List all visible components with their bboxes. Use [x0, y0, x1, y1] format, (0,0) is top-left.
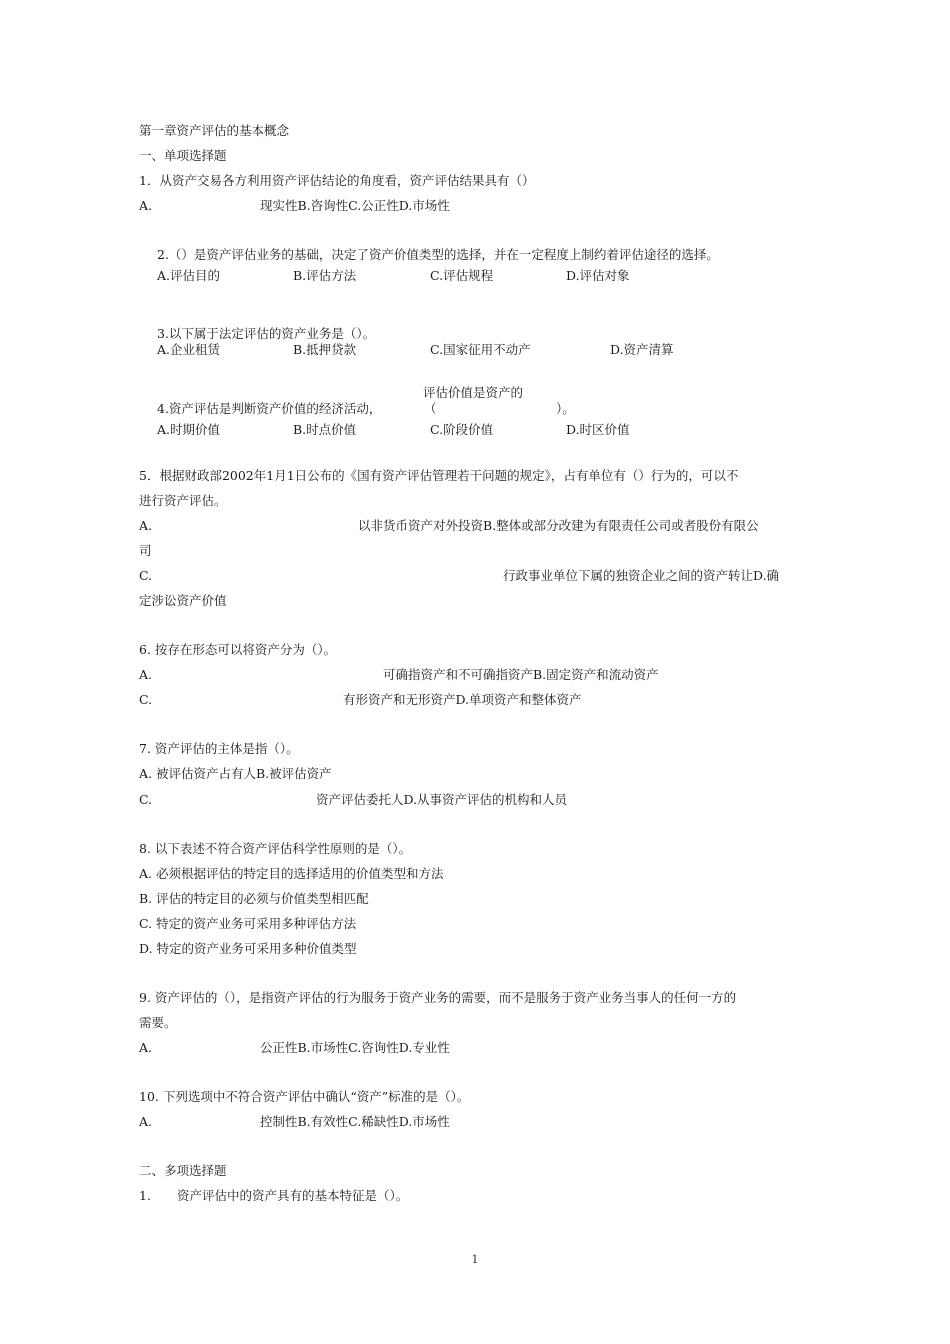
question-10-stem: 10. 下列选项中不符合资产评估中确认“资产”标准的是（）。	[139, 1089, 470, 1104]
chapter-heading: 第一章资产评估的基本概念	[139, 123, 290, 138]
question-3-option-b: B.抵押贷款	[293, 342, 357, 357]
section-heading-multiple-choice: 二、多项选择题	[139, 1163, 227, 1178]
question-5-label-c: C.	[139, 568, 153, 583]
question-8-option-c: C. 特定的资产业务可采用多种评估方法	[139, 916, 357, 931]
multi-question-1-number: 1.	[139, 1188, 151, 1203]
question-9-options: 公正性B.市场性C.咨询性D.专业性	[260, 1040, 450, 1055]
question-8-option-d: D. 特定的资产业务可采用多种价值类型	[139, 941, 357, 956]
question-4-paren-open: （	[424, 401, 437, 416]
question-5-stem-cont: 进行资产评估。	[139, 493, 227, 508]
question-7-options-ab: A. 被评估资产占有人B.被评估资产	[139, 766, 332, 781]
question-5-options-ab: 以非货币资产对外投资B.整体或部分改建为有限责任公司或者股份有限公	[358, 518, 759, 533]
question-7-label-c: C.	[139, 792, 153, 807]
question-2-stem: 2.（）是资产评估业务的基础，决定了资产价值类型的选择，并在一定程度上制约着评估途径的选择。	[157, 247, 719, 262]
question-3-option-a: A.企业租赁	[157, 342, 221, 357]
question-8-option-a: A. 必须根据评估的特定目的选择适用的价值类型和方法	[139, 866, 444, 881]
question-4-paren-close: ）。	[556, 401, 575, 416]
question-7-options-cd: 资产评估委托人D.从事资产评估的机构和人员	[316, 792, 568, 807]
question-4-option-d: D.时区价值	[566, 422, 630, 437]
question-5-options-ab-cont: 司	[139, 543, 152, 558]
question-8-stem: 8. 以下表述不符合资产评估科学性原则的是（）。	[139, 841, 412, 856]
question-5-options-cd-cont: 定涉讼资产价值	[139, 593, 227, 608]
question-2-option-b: B.评估方法	[293, 268, 357, 283]
question-1-option-label: A.	[139, 198, 153, 213]
question-1-stem: 1．从资产交易各方利用资产评估结论的角度看，资产评估结果具有（）	[139, 173, 535, 188]
question-6-options-ab: 可确指资产和不可确指资产B.固定资产和流动资产	[383, 667, 659, 682]
question-3-stem: 3.以下属于法定评估的资产业务是（）。	[157, 326, 376, 341]
question-10-option-label: A.	[139, 1114, 153, 1129]
question-9-option-label: A.	[139, 1040, 153, 1055]
question-5-options-cd: 行政事业单位下属的独资企业之间的资产转让D.确	[503, 568, 780, 583]
section-heading-single-choice: 一、单项选择题	[139, 148, 227, 163]
question-5-stem: 5．根据财政部2002年1月1日公布的《国有资产评估管理若干问题的规定》，占有单位有（）行为的，可以不	[139, 468, 739, 483]
question-4-option-b: B.时点价值	[293, 422, 357, 437]
question-10-options: 控制性B.有效性C.稀缺性D.市场性	[260, 1114, 450, 1129]
question-2-option-d: D.评估对象	[566, 268, 630, 283]
question-4-stem: 4.资产评估是判断资产价值的经济活动，	[157, 401, 382, 416]
multi-question-1-stem: 资产评估中的资产具有的基本特征是（）。	[177, 1188, 409, 1203]
question-7-stem: 7. 资产评估的主体是指（）。	[139, 741, 299, 756]
question-3-option-d: D.资产清算	[610, 342, 674, 357]
question-6-label-c: C.	[139, 692, 153, 707]
page-number: 1	[471, 1253, 479, 1266]
question-6-stem: 6. 按存在形态可以将资产分为（）。	[139, 642, 337, 657]
question-4-stem-top: 评估价值是资产的	[423, 385, 524, 400]
question-6-options-cd: 有形资产和无形资产D.单项资产和整体资产	[343, 692, 582, 707]
question-4-option-a: A.时期价值	[157, 422, 221, 437]
question-1-options: 现实性B.咨询性C.公正性D.市场性	[260, 198, 450, 213]
question-8-option-b: B. 评估的特定目的必须与价值类型相匹配	[139, 891, 369, 906]
question-5-label-a: A.	[139, 518, 153, 533]
question-9-stem-cont: 需要。	[139, 1015, 177, 1030]
question-9-stem: 9. 资产评估的（），是指资产评估的行为服务于资产业务的需要，而不是服务于资产业务当事人的任何一方的	[139, 990, 737, 1005]
question-2-option-a: A.评估目的	[157, 268, 221, 283]
question-4-option-c: C.阶段价值	[430, 422, 494, 437]
question-3-option-c: C.国家征用不动产	[430, 342, 531, 357]
question-2-option-c: C.评估规程	[430, 268, 494, 283]
question-6-label-a: A.	[139, 667, 153, 682]
